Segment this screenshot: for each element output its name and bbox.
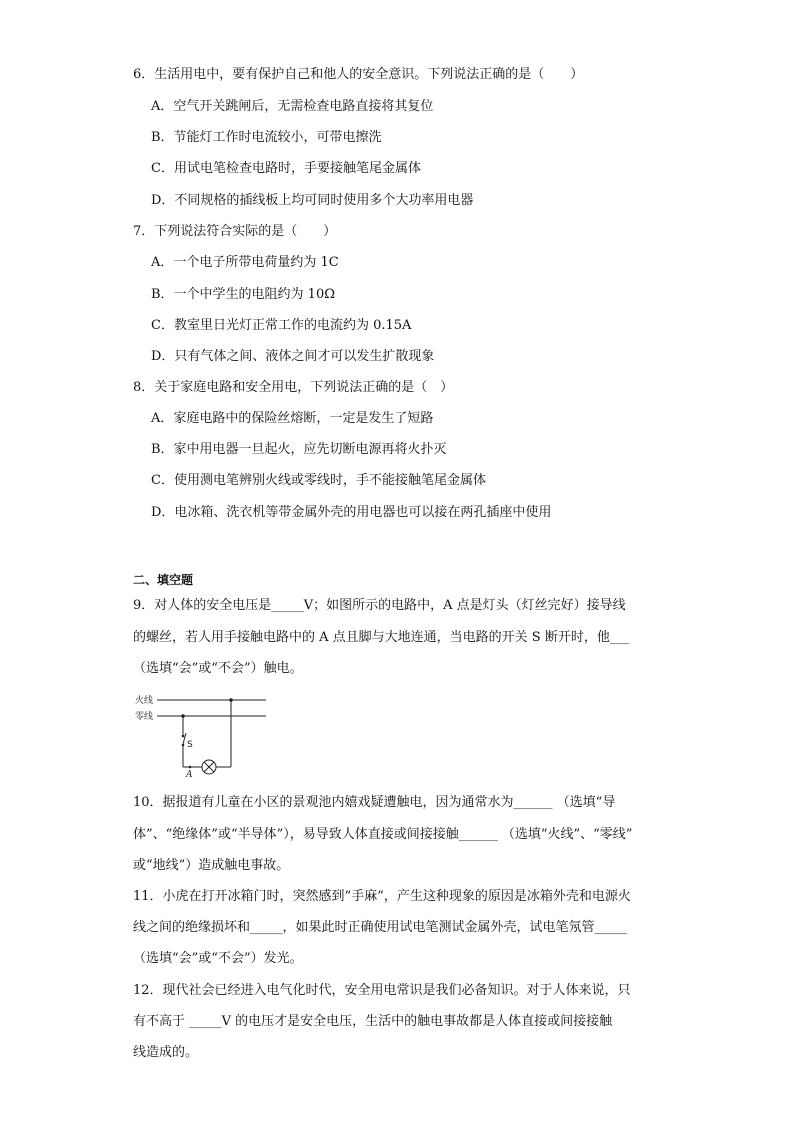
q9-line-3: （选填“会”或“不会”）触电。 (133, 661, 303, 676)
lamp-icon (202, 760, 216, 774)
live-wire-label: 火线 (135, 696, 154, 706)
q9-line-2: 的螺丝，若人用手接触电路中的 A 点且脚与大地连通，当电路的开关 S 断开时，他___ (133, 630, 630, 645)
q8-option-a: A．家庭电路中的保险丝熔断，一定是发生了短路 (151, 411, 434, 426)
q11-line-2: 线之间的绝缘损坏和_____，如果此时正确使用试电笔测试金属外壳，试电笔氖管_____ (133, 920, 628, 935)
q8-stem: 8．关于家庭电路和安全用电，下列说法正确的是（ ） (133, 380, 454, 395)
q6-stem: 6．生活用电中，要有保护自己和他人的安全意识。下列说法正确的是（ ） (133, 67, 584, 82)
switch-label: S (187, 740, 193, 750)
q6-option-a: A．空气开关跳闸后，无需检查电路直接将其复位 (151, 99, 434, 114)
q11-line-3: （选填“会”或“不会”）发光。 (133, 951, 303, 966)
switch-contact-top (182, 735, 185, 738)
section-title: 二、填空题 (133, 573, 194, 587)
q10-line-3: 或“地线”）造成触电事故。 (133, 858, 290, 873)
q8-option-d: D．电冰箱、洗衣机等带金属外壳的用电器也可以接在两孔插座中使用 (151, 505, 552, 520)
q12-line-1: 12．现代社会已经进入电气化时代，安全用电常识是我们必备知识。对于人体来说，只 (133, 983, 631, 998)
q9-line-1: 9．对人体的安全电压是_____V；如图所示的电路中，A 点是灯头（灯丝完好）接导线 (133, 598, 626, 613)
point-a-dot (189, 766, 192, 769)
neutral-wire-label: 零线 (135, 712, 154, 722)
q6-option-d: D．不同规格的插线板上均可同时使用多个大功率用电器 (151, 193, 474, 208)
q7-option-c: C．教室里日光灯正常工作的电流约为 0.15A (151, 318, 412, 333)
q6-option-c: C．用试电笔检查电路时，手要接触笔尾金属体 (151, 161, 421, 176)
circuit-diagram (133, 692, 273, 778)
q8-option-c: C．使用测电笔辨别火线或零线时，手不能接触笔尾金属体 (151, 473, 486, 488)
q12-line-2: 有不高于 _____V 的电压才是安全电压，生活中的触电事故都是人体直接或间接接触 (133, 1014, 613, 1029)
q7-option-a: A．一个电子所带电荷量约为 1C (151, 255, 339, 270)
point-a-label: A (186, 770, 193, 778)
q7-option-b: B．一个中学生的电阻约为 10Ω (151, 287, 336, 302)
q7-stem: 7．下列说法符合实际的是（ ） (133, 224, 337, 239)
q10-line-2: 体”、“绝缘体”或“半导体”），易导致人体直接或间接接触______ （选填“火线”、“零线” (133, 827, 633, 842)
q12-line-3: 线造成的。 (133, 1045, 199, 1060)
q8-option-b: B．家中用电器一旦起火，应先切断电源再将火扑灭 (151, 442, 447, 457)
q6-option-b: B．节能灯工作时电流较小，可带电擦洗 (151, 130, 382, 145)
q7-option-d: D．只有气体之间、液体之间才可以发生扩散现象 (151, 349, 435, 364)
q10-line-1: 10．据报道有儿童在小区的景观池内嬉戏疑遭触电，因为通常水为______ （选填“导 (133, 795, 616, 810)
q11-line-1: 11．小虎在打开冰箱门时，突然感到“手麻”，产生这种现象的原因是冰箱外壳和电源火 (133, 889, 631, 904)
